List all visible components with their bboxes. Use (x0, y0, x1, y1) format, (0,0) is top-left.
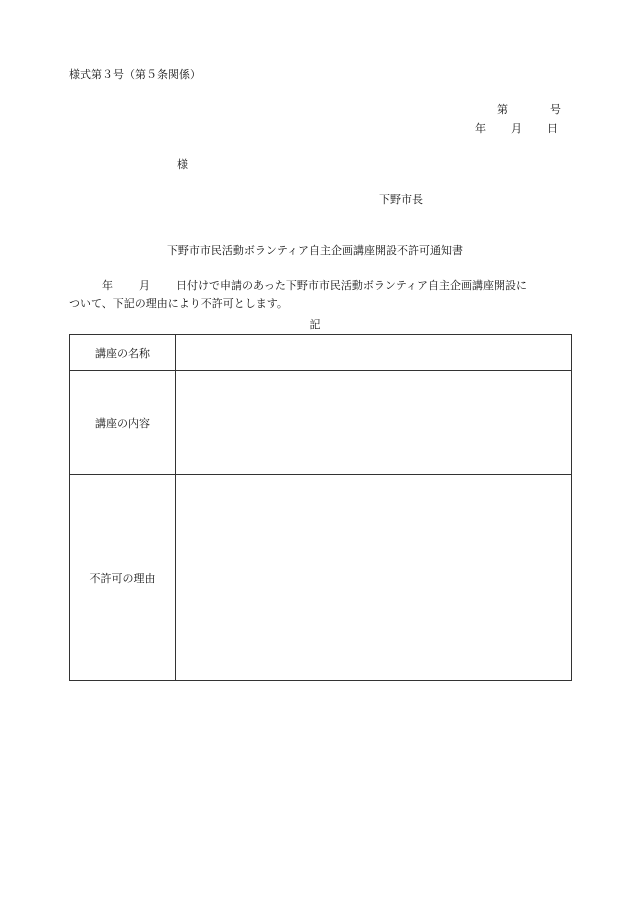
course-name-value (176, 335, 572, 371)
sender-name: 下野市長 (379, 193, 423, 206)
body-text-rest: 日付けで申請のあった下野市市民活動ボランティア自主企画講座開設に (176, 279, 528, 292)
addressee-suffix: 様 (177, 158, 188, 171)
body-line-2: ついて、下記の理由により不許可とします。 (69, 297, 288, 310)
date-month-label: 月 (511, 122, 522, 135)
body-line-1 (69, 277, 527, 293)
ki-heading: 記 (309, 318, 321, 331)
table-row-rejection-reason (70, 475, 572, 681)
date-year-label: 年 (475, 122, 486, 135)
document-title: 下野市市民活動ボランティア自主企画講座開設不許可通知書 (166, 244, 464, 257)
course-content-value (176, 371, 572, 475)
course-content-label: 講座の内容 (70, 371, 176, 475)
document-number-label: 第 (497, 103, 508, 116)
date-day-label: 日 (547, 122, 558, 135)
table-row-course-content (70, 371, 572, 475)
table-row-course-name (70, 335, 572, 371)
rejection-reason-label: 不許可の理由 (70, 475, 176, 681)
course-name-label: 講座の名称 (70, 335, 176, 371)
form-number: 様式第３号（第５条関係） (69, 68, 201, 81)
rejection-reason-value (176, 475, 572, 681)
body-year-label: 年 (102, 279, 113, 292)
body-month-label: 月 (139, 279, 150, 292)
document-number-suffix: 号 (550, 103, 561, 116)
detail-table (69, 334, 572, 681)
